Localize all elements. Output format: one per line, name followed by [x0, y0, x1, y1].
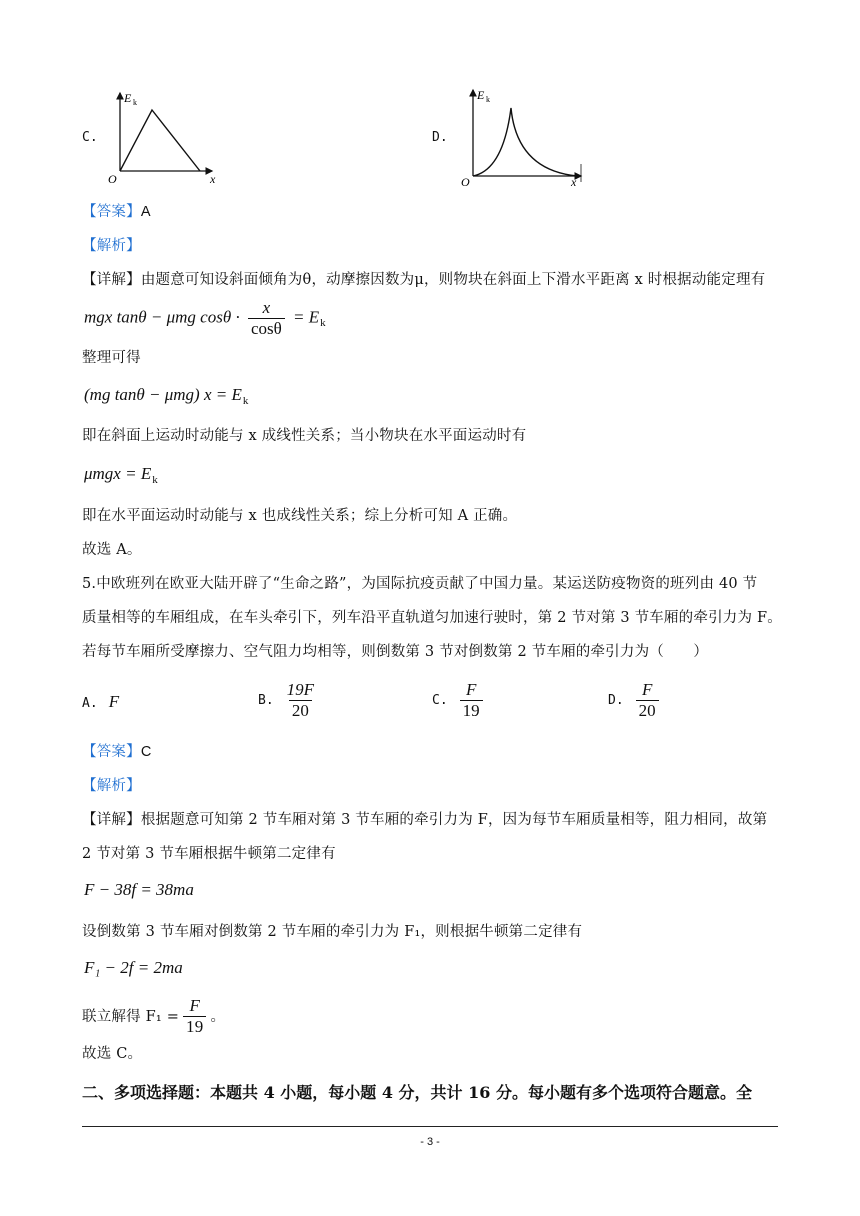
option-c5-label: C. — [432, 693, 448, 708]
q4-eq3 — [84, 464, 158, 484]
q5-detail-line1 — [82, 810, 767, 830]
option-c-fraction — [460, 680, 483, 721]
solve-num: F — [189, 996, 201, 1015]
q5-answer — [82, 742, 151, 762]
q4-linear2: 即在水平面运动时动能与 x 也成线性关系；综上分析可知 A 正确。 — [82, 508, 518, 524]
q4-analysis-tag: 【解析】 — [82, 238, 141, 254]
origin-c: O — [108, 172, 117, 186]
eq1-rhs-sub: k — [320, 317, 326, 330]
detail-tag: 【详解】 — [82, 272, 141, 288]
eq2-sub: k — [242, 395, 249, 407]
option-b-den: 20 — [289, 700, 312, 721]
detail-text: 根据题意可知第 2 节车厢对第 3 节车厢的牵引力为 F，因为每节车厢质量相等，阻力相同，故第 — [140, 812, 768, 828]
eq1-lhs: mgx tanθ − μmg cosθ · — [84, 307, 240, 327]
solve-suffix: 。 — [210, 1008, 226, 1025]
q5-detail-line2: 2 节对第 3 节车厢根据牛顿第二定律有 — [82, 846, 336, 862]
eq2-lhs: (mg tanθ − μmg) x = E — [84, 385, 242, 404]
q4-eq1 — [84, 298, 326, 339]
q4-answer — [82, 202, 151, 222]
q5-analysis-tag: 【解析】 — [82, 778, 141, 794]
y-sub-c: k — [133, 98, 137, 107]
q5-eq2: F₁ − 2f = 2ma — [84, 958, 183, 977]
option-b — [258, 680, 321, 721]
q4-organize: 整理可得 — [82, 350, 141, 366]
q5-stem-line3: 若每节车厢所受摩擦力、空气阻力均相等，则倒数第 3 节对倒数第 2 节车厢的牵引力为（ ） — [82, 644, 709, 660]
detail-tag: 【详解】 — [82, 812, 141, 828]
q4-choose: 故选 A。 — [82, 542, 142, 558]
option-d-den: 20 — [636, 700, 659, 721]
q5-set-line: 设倒数第 3 节车厢对倒数第 2 节车厢的牵引力为 F₁，则根据牛顿第二定律有 — [82, 924, 583, 940]
answer-tag: 【答案】 — [82, 744, 141, 760]
option-a-value: F — [108, 692, 120, 711]
option-c-num: F — [465, 680, 477, 699]
option-b-fraction — [284, 680, 317, 721]
figure-c-graph — [100, 85, 230, 190]
curve-c — [120, 110, 200, 171]
q5-choose: 故选 C。 — [82, 1046, 143, 1062]
option-d-fraction — [636, 680, 659, 721]
q5-stem-line1: 5.中欧班列在欧亚大陆开辟了“生命之路”，为国际抗疫贡献了中国力量。某运送防疫物资的班列由 40 节 — [82, 576, 758, 592]
eq1-den: cosθ — [248, 318, 285, 339]
y-label-c: E — [124, 91, 132, 105]
x-label-d: x — [571, 175, 577, 189]
q5-eq1: F − 38f = 38ma — [84, 880, 194, 899]
option-a-label: A. — [82, 696, 98, 711]
answer-value: A — [140, 204, 151, 220]
solve-fraction — [183, 996, 206, 1037]
option-b-num: 19F — [286, 680, 315, 699]
section-header: 二、多项选择题：本题共 4 小题，每小题 4 分，共计 16 分。每小题有多个选项符合题意。全 — [82, 1083, 752, 1102]
option-d-num: F — [641, 680, 653, 699]
eq1-rhs: = E — [293, 307, 320, 327]
footer-rule — [82, 1126, 778, 1127]
curve-d — [473, 108, 577, 176]
option-d-label: D. — [432, 130, 448, 145]
y-sub-d: k — [486, 95, 490, 104]
q4-eq2 — [84, 385, 248, 405]
eq3-lhs: μmgx = E — [84, 464, 152, 483]
option-c-label: C. — [82, 130, 98, 145]
solve-den: 19 — [183, 1016, 206, 1037]
q5-stem-line2: 质量相等的车厢组成，在车头牵引下，列车沿平直轨道匀加速行驶时，第 2 节对第 3 节车厢的牵引力为 F。 — [82, 610, 782, 626]
y-label-d: E — [477, 88, 485, 102]
origin-d: O — [461, 175, 470, 189]
option-b-label: B. — [258, 693, 274, 708]
figure-d-graph — [455, 82, 590, 192]
page-number: - 3 - — [420, 1136, 440, 1148]
q4-linear1: 即在斜面上运动时动能与 x 成线性关系；当小物块在水平面运动时有 — [82, 428, 527, 444]
answer-value: C — [140, 744, 152, 760]
eq3-sub: k — [152, 474, 158, 486]
detail-text: 由题意可知设斜面倾角为θ，动摩擦因数为μ，则物块在斜面上下滑水平距离 x 时根据动能定理有 — [140, 272, 766, 288]
answer-tag: 【答案】 — [82, 204, 141, 220]
solve-prefix: 联立解得 F₁ = — [82, 1008, 180, 1025]
option-c — [432, 680, 487, 721]
option-d5-label: D. — [608, 693, 624, 708]
eq1-fraction — [248, 298, 285, 339]
option-d5 — [608, 680, 663, 721]
eq1-num: x — [262, 298, 271, 317]
q5-solve — [82, 996, 225, 1037]
option-a — [82, 692, 119, 712]
x-label-c: x — [210, 172, 216, 186]
option-c-den: 19 — [460, 700, 483, 721]
q4-detail — [82, 270, 765, 290]
